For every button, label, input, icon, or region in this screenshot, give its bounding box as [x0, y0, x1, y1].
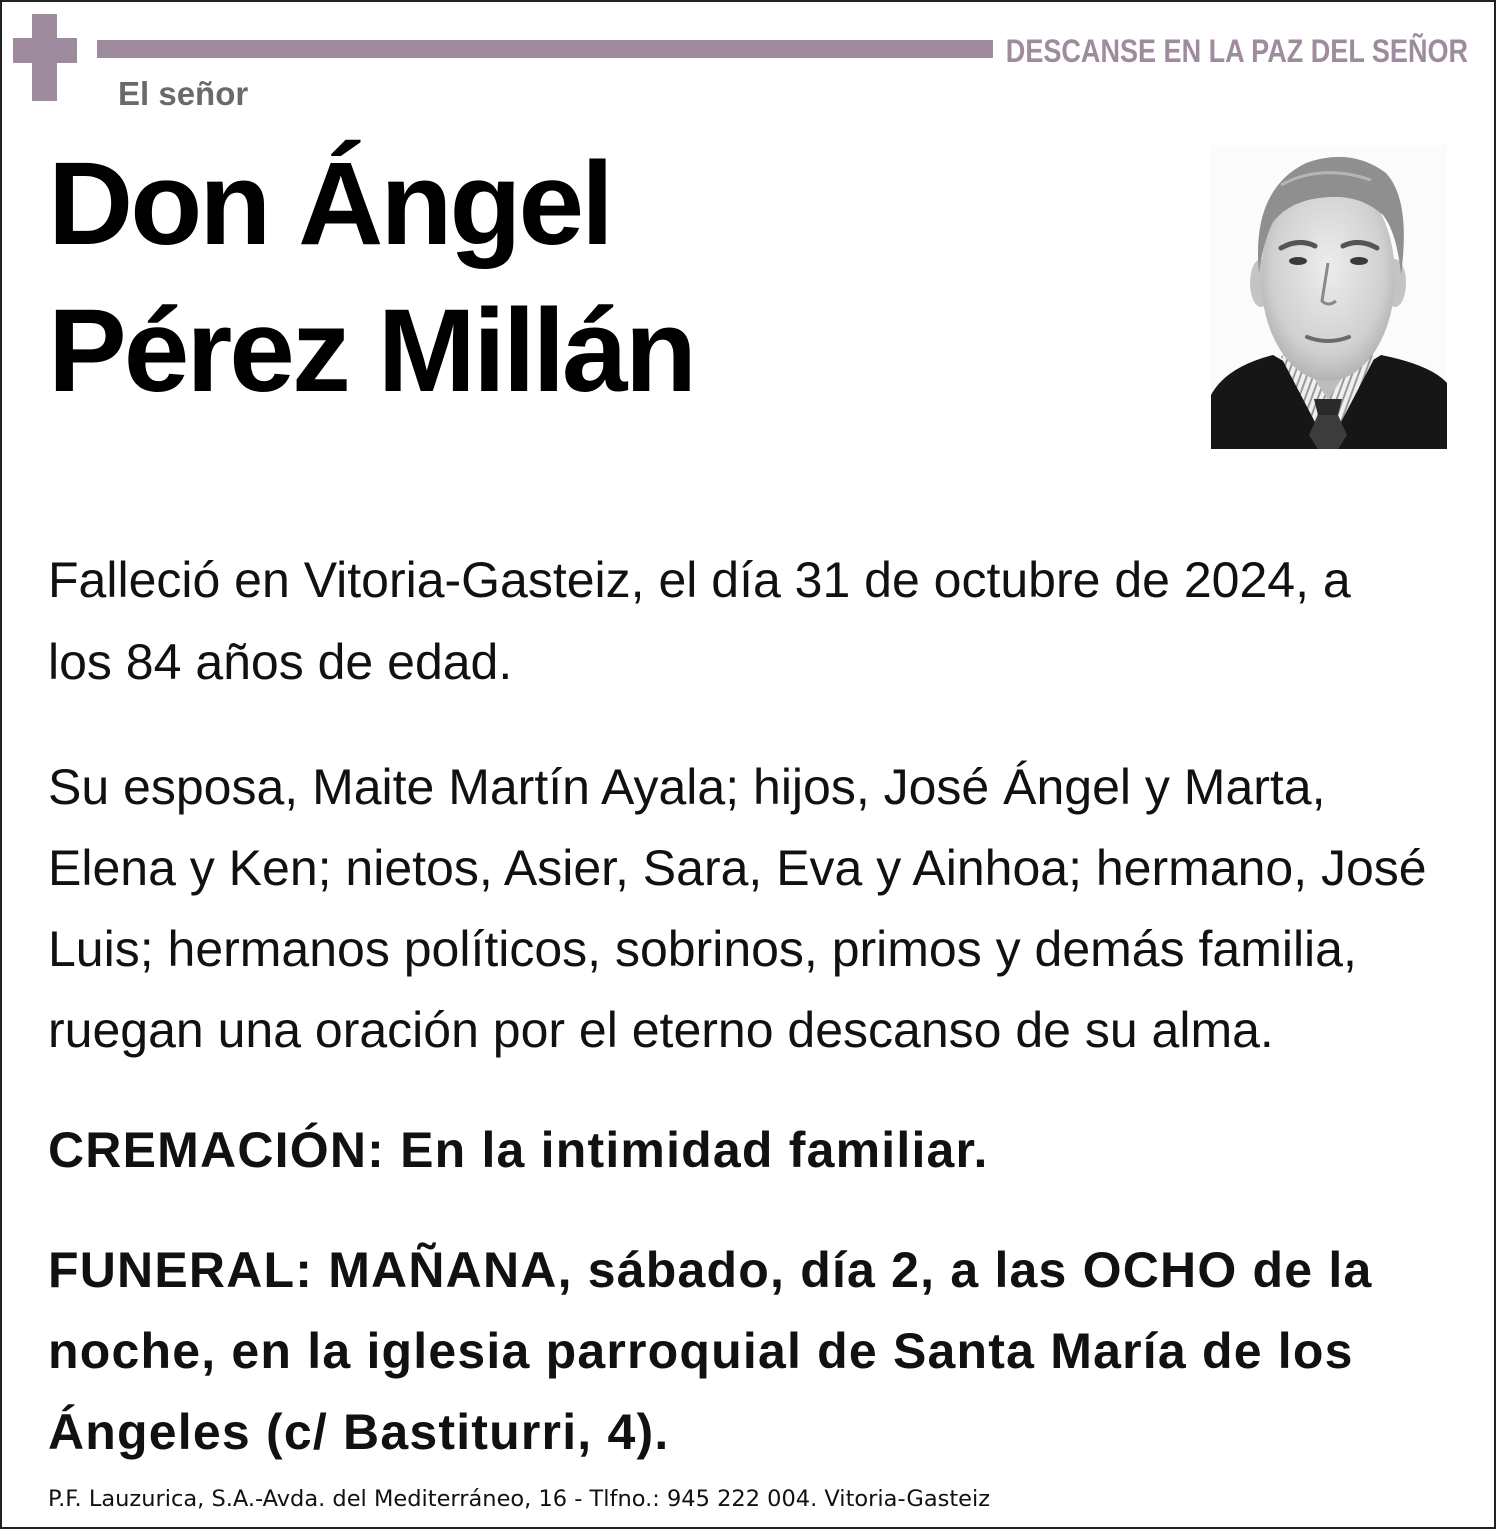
cremation-notice-line: CREMACIÓN: En la intimidad familiar.: [48, 1122, 989, 1178]
funeral-notice-line: FUNERAL: MAÑANA, sábado, día 2, a las OCHO de la: [48, 1242, 1373, 1298]
portrait-image: [1211, 145, 1447, 449]
funeral-notice-line: noche, en la iglesia parroquial de Santa María de los: [48, 1323, 1354, 1379]
deceased-name-line: Don Ángel: [48, 138, 611, 270]
family-notice-line: Luis; hermanos políticos, sobrinos, primos y demás familia,: [48, 921, 1357, 977]
deceased-name: [48, 131, 694, 425]
death-notice-line: los 84 años de edad.: [48, 634, 513, 690]
header-rule: [97, 40, 993, 58]
cross-icon: [13, 14, 77, 101]
funeral-notice-line: Ángeles (c/ Bastiturri, 4).: [48, 1404, 670, 1460]
death-notice: [48, 539, 1351, 703]
portrait-tie-knot: [1314, 399, 1342, 415]
death-notice-line: Falleció en Vitoria-Gasteiz, el día 31 de octubre de 2024, a: [48, 552, 1351, 608]
family-notice: [48, 747, 1427, 1071]
honorific-prefix: El señor: [118, 75, 249, 112]
family-notice-line: Elena y Ken; nietos, Asier, Sara, Eva y Ainhoa; hermano, José: [48, 840, 1427, 896]
portrait-eye: [1350, 257, 1368, 265]
portrait-eye: [1289, 257, 1307, 265]
rest-in-peace-tagline: DESCANSE EN LA PAZ DEL SEÑOR: [1005, 33, 1468, 69]
family-notice-line: ruegan una oración por el eterno descanso de su alma.: [48, 1002, 1274, 1058]
funeral-notice: [48, 1230, 1372, 1473]
cremation-notice: [48, 1110, 989, 1191]
cross-horizontal-bar: [13, 38, 77, 63]
deceased-name-line: Pérez Millán: [48, 285, 695, 417]
deceased-photo: [1211, 145, 1447, 449]
funeral-home-footer: P.F. Lauzurica, S.A.-Avda. del Mediterráneo, 16 - Tlfno.: 945 222 004. Vitoria-Gasteiz: [48, 1486, 991, 1512]
family-notice-line: Su esposa, Maite Martín Ayala; hijos, José Ángel y Marta,: [48, 759, 1326, 815]
